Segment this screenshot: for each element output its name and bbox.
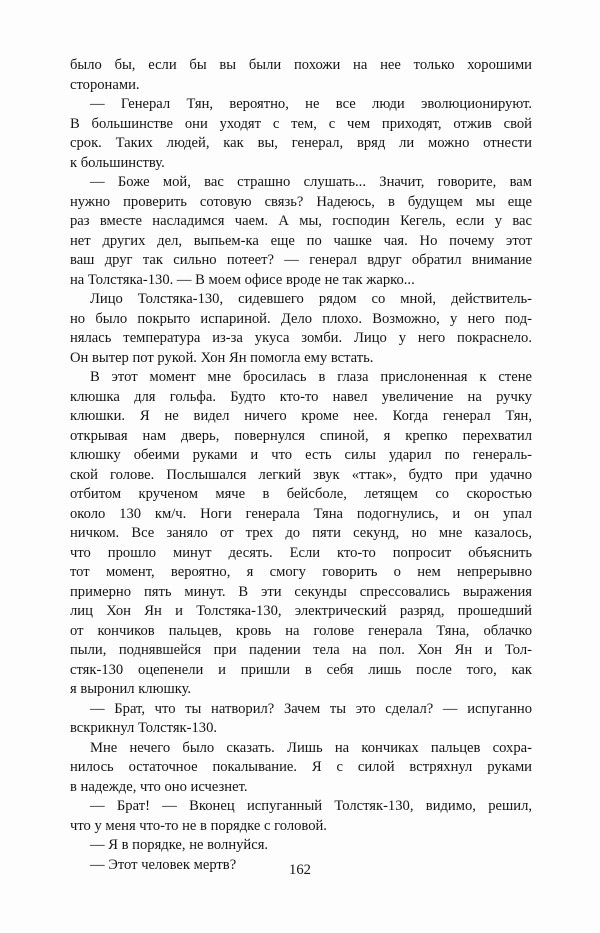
text-line: — Генерал Тян, вероятно, не все люди эволюционируют. xyxy=(90,96,532,112)
text-line: клюшка для гольфа. Будто кто-то навел увеличение на ручку xyxy=(70,388,532,405)
text-line: отбитом крученом мяче в бейсболе, летящем со скоростью xyxy=(70,486,532,502)
text-line: к большинству. xyxy=(70,154,165,171)
text-line: клюшки. Я не видел ничего кроме нее. Когда генерал Тян, xyxy=(70,408,532,424)
text-line: Он вытер пот рукой. Хон Ян помогла ему встать. xyxy=(70,349,374,366)
text-line: нужно проверить сотовую связь? Надеюсь, в будущем мы еще xyxy=(70,193,532,210)
text-line: В этот момент мне бросилась в глаза прислоненная к стене xyxy=(90,369,532,385)
text-line: ваш друг так сильно потеет? — генерал вдруг обратил внимание xyxy=(70,252,532,268)
text-line: нялась температура из-за укуса зомби. Лицо у него покраснело. xyxy=(70,330,532,346)
text-line: лиц Хон Ян и Толстяка-130, электрический разряд, прошедший xyxy=(70,603,532,619)
text-line: клюшку обеими руками и что есть силы ударил по генераль- xyxy=(70,447,532,463)
text-line: было бы, если бы вы были похожи на нее только хорошими xyxy=(70,57,532,73)
body-text xyxy=(70,56,532,875)
text-line: — Этот человек мертв? xyxy=(90,856,237,873)
text-line: что прошло минут десять. Если кто-то попросит объяснить xyxy=(70,544,532,561)
text-line: от кончиков пальцев, кровь на голове генерала Тяна, облачко xyxy=(70,622,532,639)
text-line: — Брат! — Вконец испуганный Толстяк-130, видимо, решил, xyxy=(90,798,532,814)
text-line: вскрикнул Толстяк-130. xyxy=(70,720,218,736)
text-line: нилось остаточное покалывание. Я с силой встряхнул руками xyxy=(70,759,532,775)
text-line: стяк-130 оцепенели и пришли в себя лишь после того, как xyxy=(70,661,532,678)
text-line: открывая нам дверь, повернулся спиной, я крепко перехватил xyxy=(70,427,532,444)
text-line: но было покрыто испариной. Дело плохо. Возможно, у него под- xyxy=(70,310,532,327)
text-line: В большинстве они уходят с тем, с чем приходят, отжив свой xyxy=(70,115,532,132)
text-line: Лицо Толстяка-130, сидевшего рядом со мной, действитель- xyxy=(90,291,532,307)
page-number: 162 xyxy=(289,862,311,878)
text-line: на Толстяка-130. — В моем офисе вроде не так жарко... xyxy=(70,271,415,288)
text-line: сторонами. xyxy=(70,76,140,93)
text-line: — Брат, что ты натворил? Зачем ты это сделал? — испуганно xyxy=(90,700,532,717)
text-line: тот момент, вероятно, я смогу говорить о нем непрерывно xyxy=(70,564,532,580)
text-line: — Боже мой, вас страшно слушать... Значит, говорите, вам xyxy=(90,174,532,190)
text-line: около 130 км/ч. Ноги генерала Тяна подогнулись, и он упал xyxy=(70,505,532,522)
text-line: нет других дел, выпьем-ка еще по чашке чая. Но почему этот xyxy=(70,232,532,249)
text-line: пыли, поднявшейся при падении тела на пол. Хон Ян и Тол- xyxy=(70,642,532,658)
text-line: примерно пять минут. В эти секунды спрессовались выражения xyxy=(70,583,532,600)
text-line: Мне нечего было сказать. Лишь на кончиках пальцев сохра- xyxy=(90,739,532,756)
text-line: срок. Таких людей, как вы, генерал, вряд ли можно отнести xyxy=(70,135,532,151)
text-line: ничком. Все заняло от трех до пяти секунд, но мне казалось, xyxy=(70,525,532,541)
text-line: в надежде, что оно исчезнет. xyxy=(70,778,248,795)
text-line: — Я в порядке, не волнуйся. xyxy=(90,837,269,853)
text-line: раз вместе насладимся чаем. А мы, господин Кегель, если у вас xyxy=(70,213,532,229)
text-line: я выронил клюшку. xyxy=(70,681,192,697)
text-line: что у меня что-то не в порядке с головой. xyxy=(70,817,327,834)
text-line: ской голове. Послышался легкий звук «ттак», будто при удачно xyxy=(70,466,532,483)
